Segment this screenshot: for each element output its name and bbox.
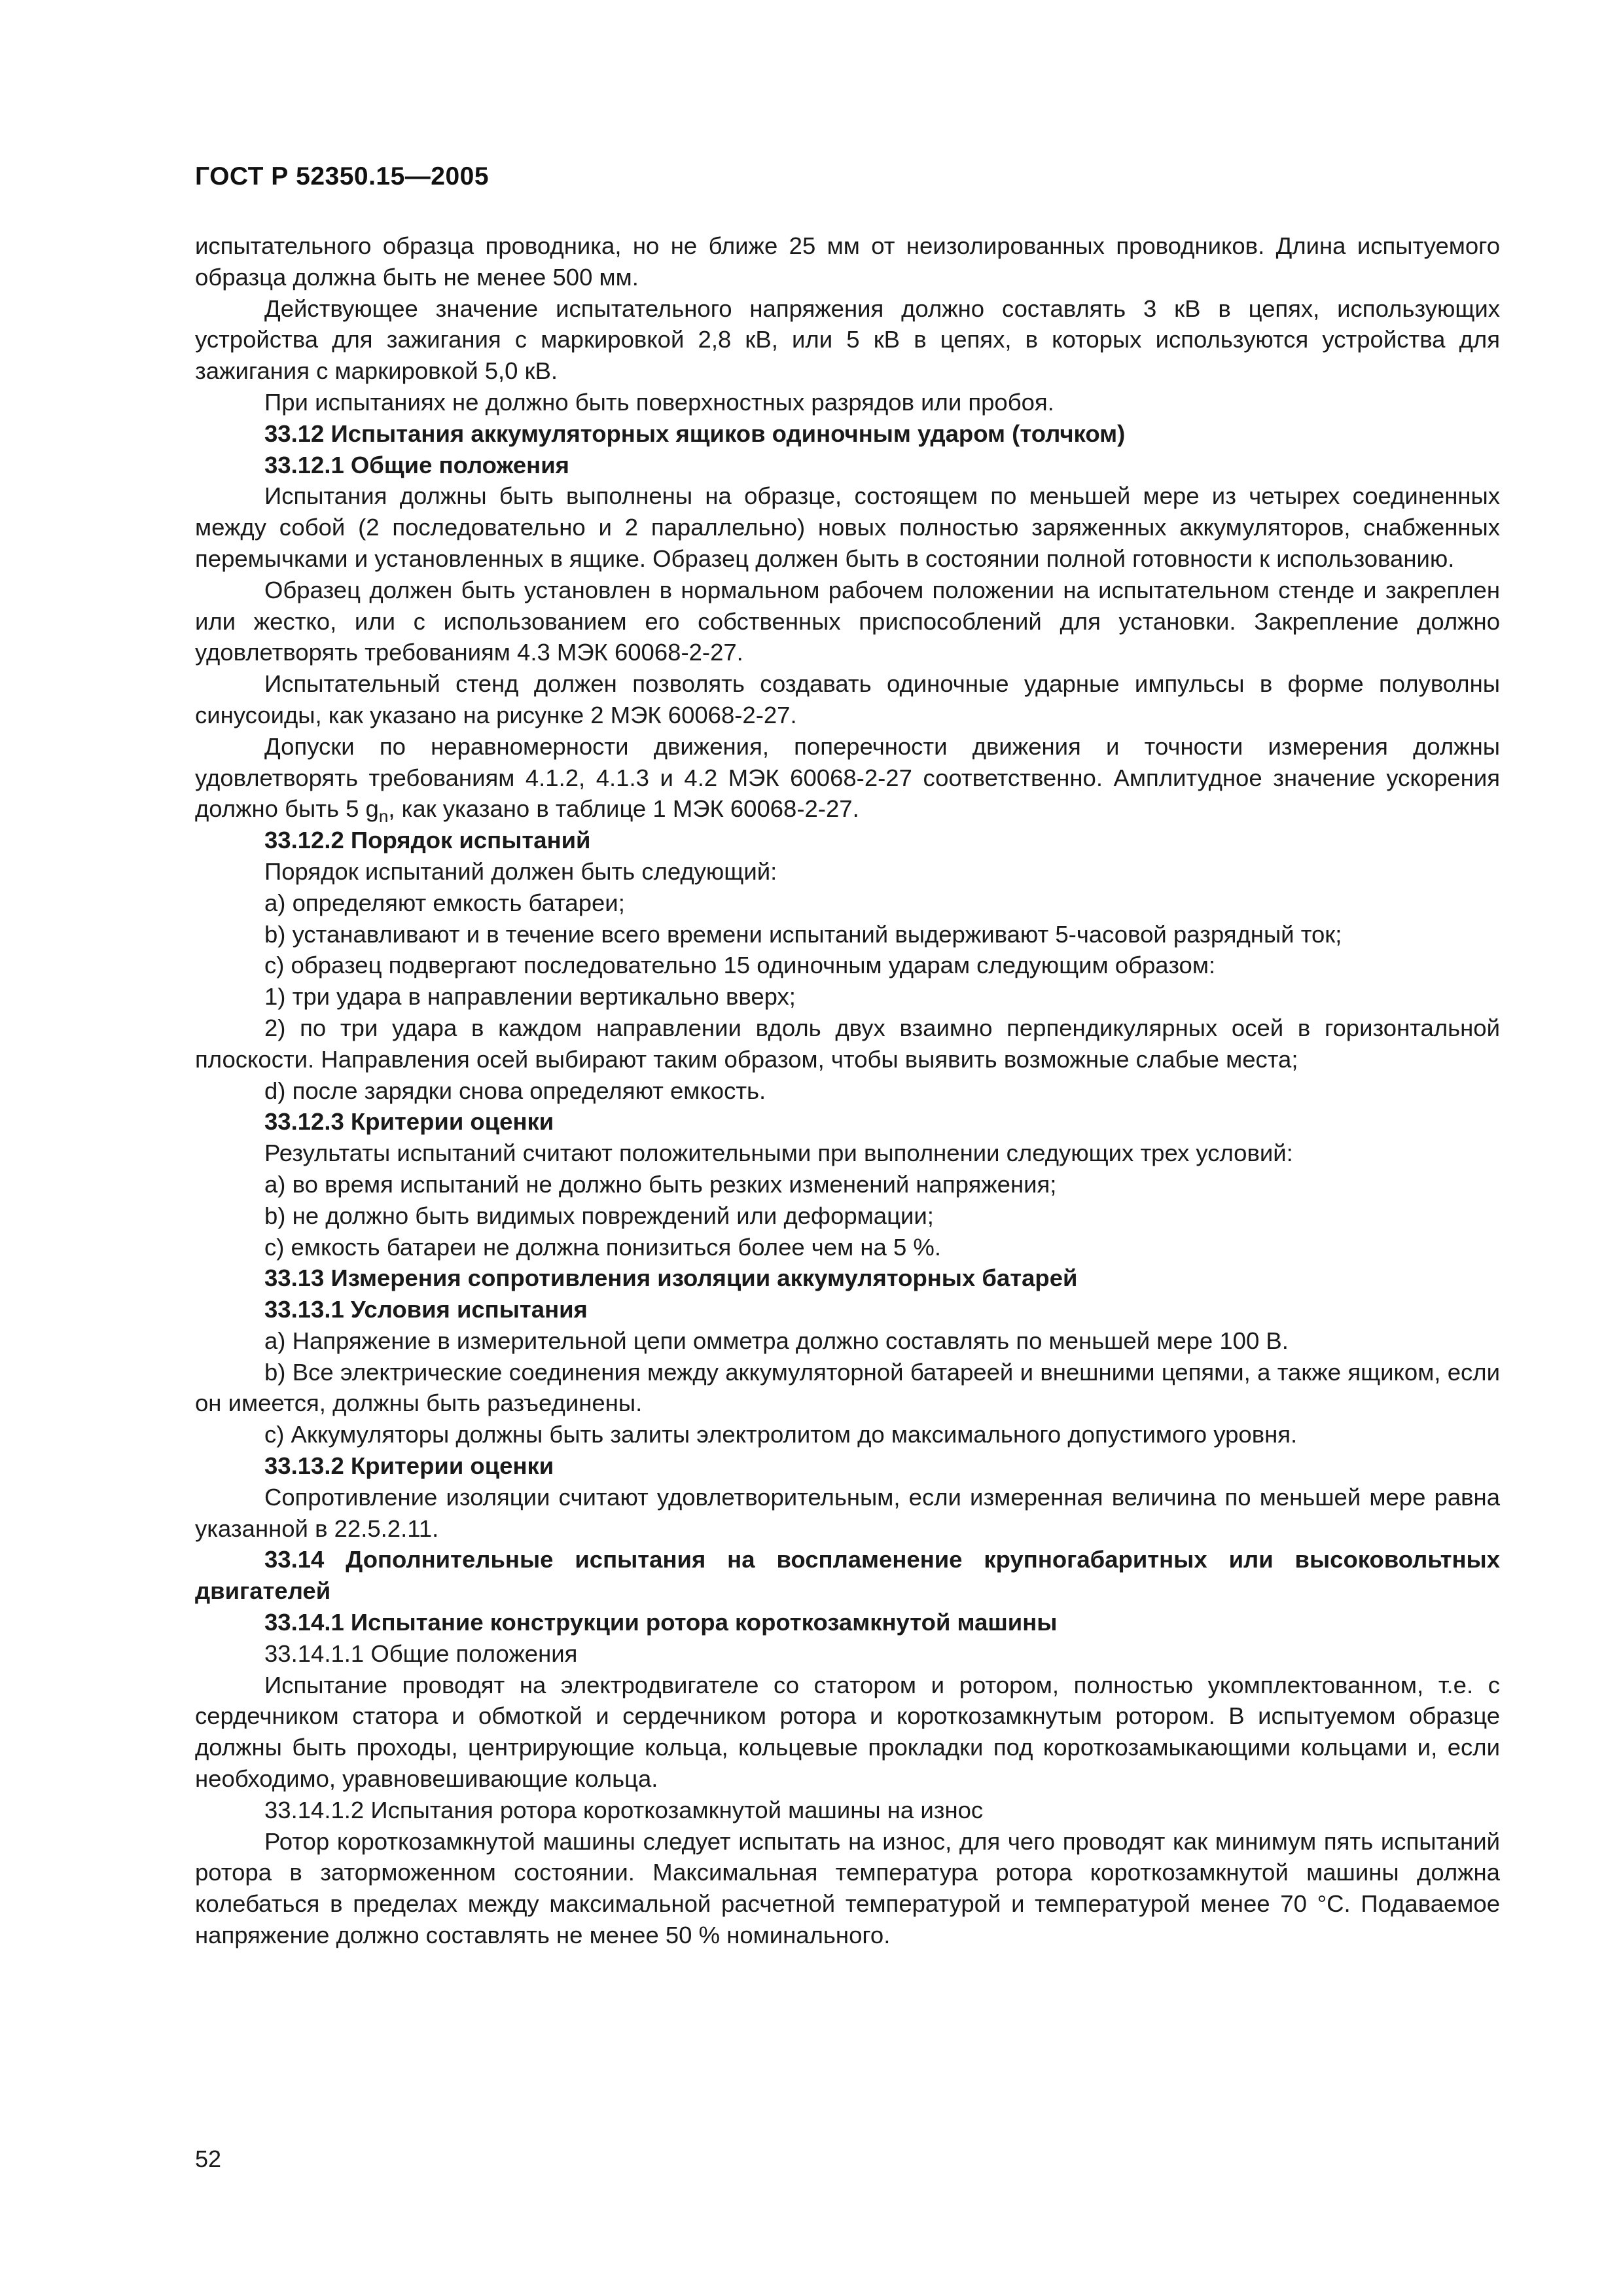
paragraph: Испытательный стенд должен позволять создавать одиночные ударные импульсы в форме полуволны синусоиды, как указано на рисунке 2 МЭК 60068-2-27.: [195, 670, 1500, 728]
paragraph: испытательного образца проводника, но не ближе 25 мм от неизолированных проводников. Длина испытуемого образца должна быть не менее 500 мм.: [195, 232, 1500, 291]
paragraph-text: , как указано в таблице 1 МЭК 60068-2-27.: [388, 795, 859, 823]
paragraph: Испытания должны быть выполнены на образце, состоящем по меньшей мере из четырех соединенных между собой (2 последовательно и 2 параллельно) новых полностью заряженных аккумуляторов, снабженных перемычками и установленных в ящике. Образец должен быть в состоянии полной готовности к использованию.: [195, 482, 1500, 572]
paragraph: d) после зарядки снова определяют емкость.: [264, 1077, 766, 1104]
section-heading: 33.14 Дополнительные испытания на воспламенение крупногабаритных или высоковольтных двигателей: [195, 1546, 1500, 1605]
section-heading: 33.12 Испытания аккумуляторных ящиков одиночным ударом (толчком): [264, 420, 1126, 447]
paragraph: Испытание проводят на электродвигателе со статором и ротором, полностью укомплектованном, т.е. с сердечником статора и обмоткой и сердечником ротора и короткозамкнутым ротором. В испытуемом образце должны быть проходы, центрирующие кольца, кольцевые прокладки под короткозамыкающими кольцами и, если необходимо, уравновешивающие кольца.: [195, 1671, 1500, 1793]
paragraph: [195, 731, 1500, 825]
section-heading: 33.12.1 Общие положения: [264, 451, 569, 478]
subscript: n: [378, 806, 389, 827]
paragraph: 1) три удара в направлении вертикально вверх;: [264, 983, 796, 1011]
paragraph: c) Аккумуляторы должны быть залиты электролитом до максимального допустимого уровня.: [264, 1421, 1298, 1448]
paragraph: Порядок испытаний должен быть следующий:: [264, 857, 777, 885]
paragraph: a) Напряжение в измерительной цепи омметра должно составлять по меньшей мере 100 В.: [264, 1327, 1289, 1354]
paragraph: c) емкость батареи не должна понизиться более чем на 5 %.: [264, 1233, 941, 1261]
paragraph: При испытаниях не должно быть поверхностных разрядов или пробоя.: [264, 388, 1054, 416]
paragraph: b) устанавливают и в течение всего времени испытаний выдерживают 5-часовой разрядный ток;: [264, 920, 1342, 948]
paragraph: Ротор короткозамкнутой машины следует испытать на износ, для чего проводят как минимум пять испытаний ротора в заторможенном состоянии. Максимальная температура ротора короткозамкнутой машины должна колебаться в пределах между максимальной расчетной температурой и температурой менее 70 °С. Подаваемое напряжение должно составлять не менее 50 % номинального.: [195, 1827, 1500, 1949]
paragraph: 2) по три удара в каждом направлении вдоль двух взаимно перпендикулярных осей в горизонтальной плоскости. Направления осей выбирают таким образом, чтобы выявить возможные слабые места;: [195, 1014, 1500, 1073]
page-number: 52: [195, 2145, 222, 2172]
paragraph: a) определяют емкость батареи;: [264, 889, 625, 916]
section-heading: 33.13.1 Условия испытания: [264, 1296, 588, 1323]
section-heading: 33.14.1 Испытание конструкции ротора короткозамкнутой машины: [264, 1609, 1058, 1636]
section-heading: 33.12.3 Критерии оценки: [264, 1108, 554, 1136]
paragraph: Образец должен быть установлен в нормальном рабочем положении на испытательном стенде и закреплен или жестко, или с использованием его собственных приспособлений для установки. Закрепление должно удовлетворять требованиям 4.3 МЭК 60068-2-27.: [195, 576, 1500, 666]
paragraph-text: Допуски по неравномерности движения, поперечности движения и точности измерения должны удовлетворять требованиям 4.1.2, 4.1.3 и 4.2 МЭК 60068-2-27 соответственно. Амплитудное значение ускорения должно быть 5 g: [195, 732, 1500, 823]
paragraph: b) Все электрические соединения между аккумуляторной батареей и внешними цепями, а также ящиком, если он имеется, должны быть разъединены.: [195, 1358, 1500, 1417]
paragraph: Действующее значение испытательного напряжения должно составлять 3 кВ в цепях, использующих устройства для зажигания с маркировкой 2,8 кВ, или 5 кВ в цепях, в которых используются устройства для зажигания с маркировкой 5,0 кВ.: [195, 295, 1500, 385]
section-heading: 33.13.2 Критерии оценки: [264, 1452, 554, 1480]
paragraph: c) образец подвергают последовательно 15 одиночным ударам следующим образом:: [264, 952, 1216, 979]
paragraph: Сопротивление изоляции считают удовлетворительным, если измеренная величина по меньшей мере равна указанной в 22.5.2.11.: [195, 1483, 1500, 1542]
section-heading: 33.12.2 Порядок испытаний: [264, 827, 591, 854]
paragraph: Результаты испытаний считают положительными при выполнении следующих трех условий:: [264, 1139, 1293, 1167]
document-body: [195, 230, 1500, 1951]
paragraph: 33.14.1.1 Общие положения: [264, 1640, 578, 1667]
paragraph: a) во время испытаний не должно быть резких изменений напряжения;: [264, 1170, 1057, 1198]
paragraph: 33.14.1.2 Испытания ротора короткозамкнутой машины на износ: [264, 1796, 984, 1823]
paragraph: b) не должно быть видимых повреждений или деформации;: [264, 1202, 934, 1229]
standard-header: ГОСТ Р 52350.15—2005: [195, 162, 490, 190]
section-heading: 33.13 Измерения сопротивления изоляции аккумуляторных батарей: [264, 1265, 1078, 1292]
